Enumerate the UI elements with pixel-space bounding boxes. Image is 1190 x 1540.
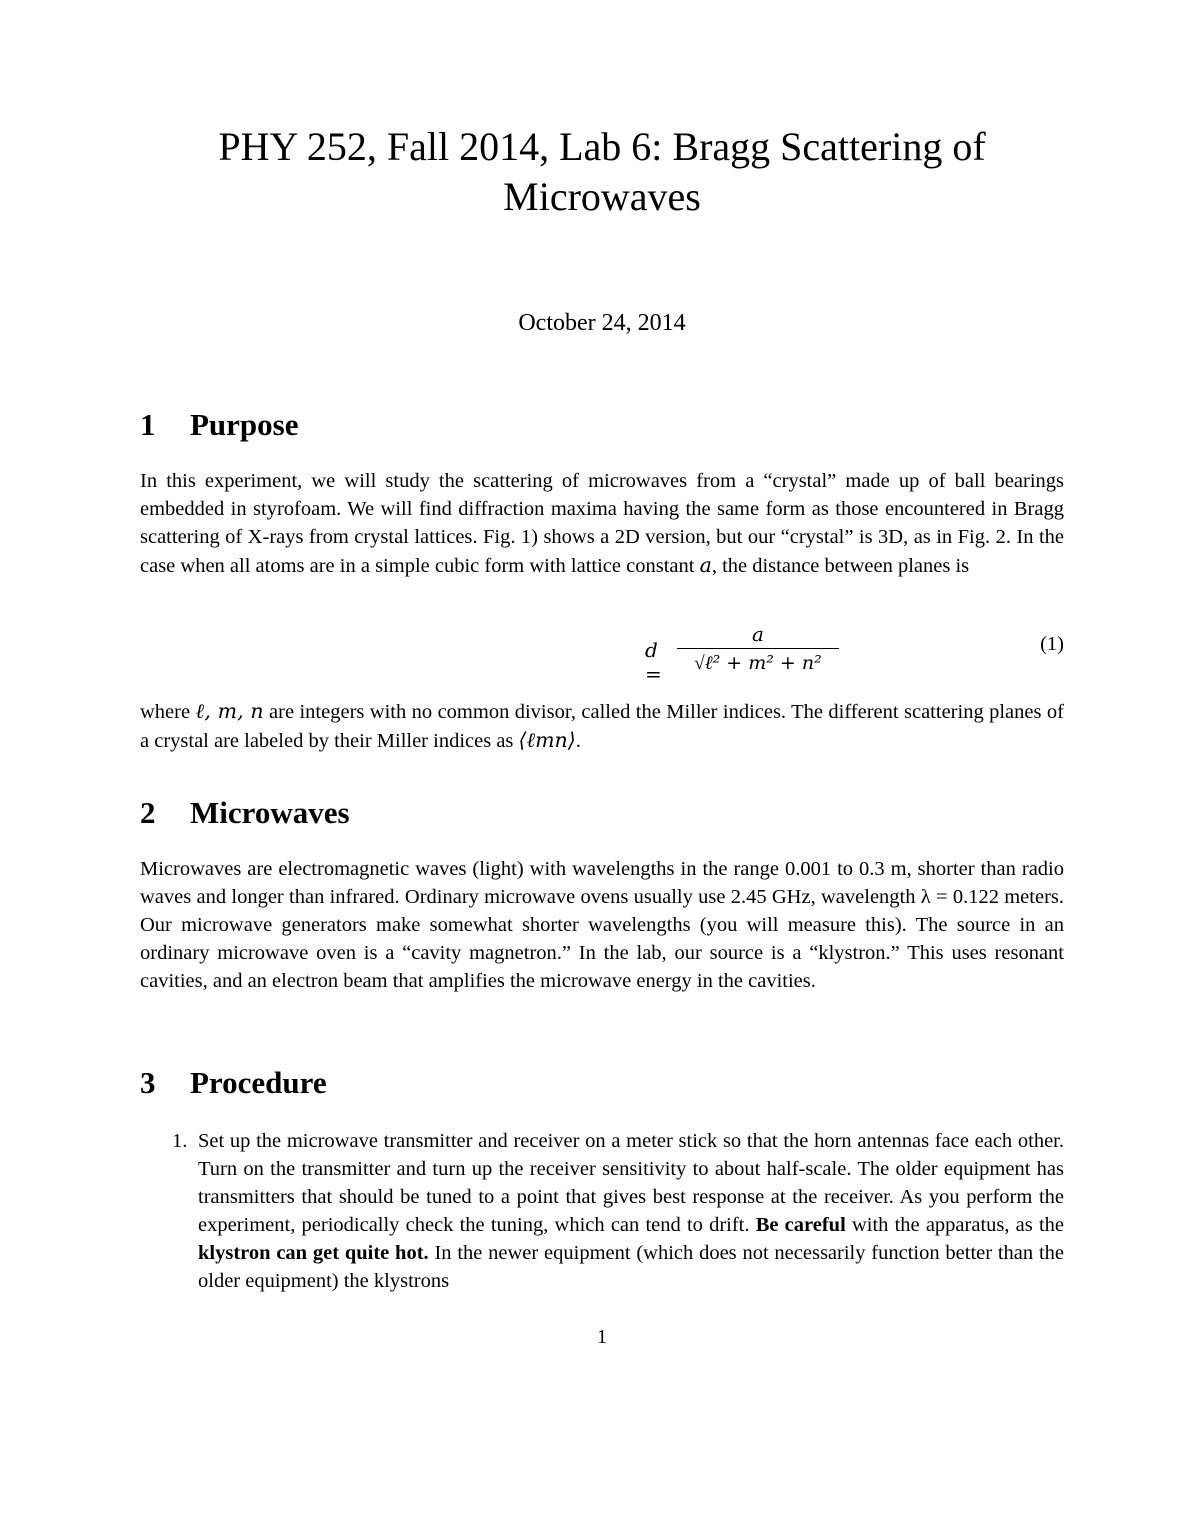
procedure-list [140, 1127, 1064, 1295]
document-title: PHY 252, Fall 2014, Lab 6: Bragg Scattering of Microwaves [218, 124, 986, 219]
section-number: 3 [140, 1065, 156, 1100]
section-number: 2 [140, 795, 156, 830]
miller-text-end: . [575, 730, 581, 752]
miller-text-start: where [140, 701, 196, 723]
section-heading-microwaves [140, 793, 350, 833]
step-number: 1. [172, 1130, 188, 1152]
step-text: with the apparatus, as the [845, 1214, 1064, 1236]
microwaves-text: Microwaves are electromagnetic waves (light) with wavelengths in the range 0.001 to 0.3 m, shorter than radio waves and longer than infrared. Ordinary microwave ovens usually use 2.45 GHz, wavelength λ = 0.122 meters. Our microwave generators make somewhat shorter wavelengths (you will measure this). The source in an ordinary microwave oven is a “cavity magnetron.” In the lab, our source is a “klystron.” This uses resonant cavities, and an electron beam that amplifies the microwave energy in the cavities. [140, 858, 1064, 992]
step-text: Set up the microwave transmitter and receiver on a meter stick so that the horn antennas face each other. Turn on the transmitter and turn up the receiver sensitivity to about half-scale. The older equipment has transmitters that should be tuned to a point that gives best response at the receiver. As you perform the experiment, periodically check the tuning, which can tend to drift. [198, 1130, 1064, 1236]
equation-lhs: d = [645, 638, 662, 686]
miller-notation: ⟨ℓmn⟩ [518, 728, 576, 752]
miller-vars: ℓ, m, n [195, 699, 264, 723]
procedure-step-1 [140, 1127, 1064, 1295]
fraction-bar [677, 648, 839, 649]
denominator-expression: ℓ² + m² + n² [704, 652, 822, 674]
section-heading-purpose [140, 405, 299, 445]
equation-denominator [677, 651, 839, 676]
equation-fraction [677, 622, 839, 676]
document-date: October 24, 2014 [518, 310, 686, 336]
step-bold-warning: Be careful [755, 1214, 846, 1236]
step-text: In the newer equipment (which does not necessarily function better than the older equipment) the klystrons [198, 1242, 1064, 1292]
section-heading-procedure [140, 1063, 327, 1103]
equation-number: (1) [1040, 633, 1064, 655]
purpose-text: In this experiment, we will study the scattering of microwaves from a “crystal” made up of ball bearings embedded in styrofoam. We will find diffraction maxima having the same form as those encountered in Bragg scattering of X-rays from crystal lattices. Fig. 1) shows a 2D version, but our “crystal” is 3D, as in Fig. 2. In the case when all atoms are in a simple cubic form with lattice constant [140, 470, 1064, 577]
section-title: Microwaves [190, 795, 350, 830]
step-bold-hot: klystron can get quite hot. [198, 1242, 429, 1264]
miller-paragraph [140, 697, 1064, 755]
purpose-text-end: , the distance between planes is [711, 555, 970, 577]
purpose-paragraph [140, 467, 1064, 580]
lattice-constant-var: a [699, 553, 712, 577]
section-title: Purpose [190, 407, 299, 442]
miller-text-mid: are integers with no common divisor, called the Miller indices. The different scattering planes of a crystal are labeled by their Miller indices as [140, 701, 1064, 752]
microwaves-paragraph [140, 855, 1064, 995]
section-number: 1 [140, 407, 156, 442]
page-number: 1 [596, 1326, 608, 1348]
equation-1 [140, 618, 1064, 686]
equation-numerator: a [752, 622, 764, 646]
sqrt-symbol: √ [694, 653, 705, 674]
section-title: Procedure [190, 1065, 327, 1100]
